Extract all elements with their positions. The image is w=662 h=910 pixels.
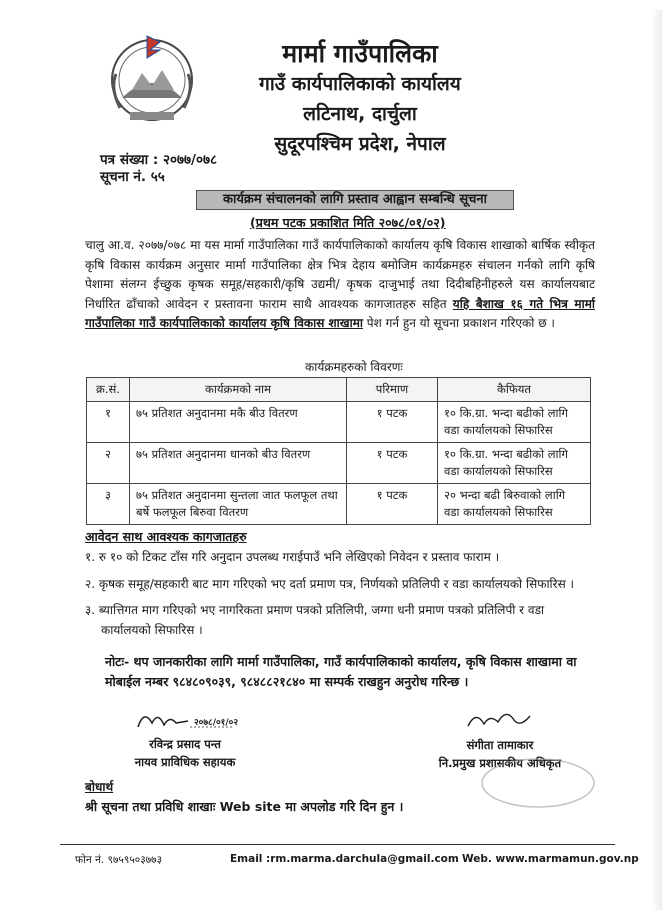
signatory-left-name: रविन्द्र प्रसाद पन्त: [149, 737, 221, 751]
cell-quantity: १ पटक: [347, 484, 438, 525]
cell-sn: १: [87, 402, 130, 443]
documents-heading: आवेदन साथ आवश्यक कागजातहरु: [85, 529, 247, 544]
col-header-quantity: परिमाण: [347, 378, 438, 402]
cell-program: ७५ प्रतिशत अनुदानमा सुन्तला जात फलफूल तथा बर्षे फलफूल बिरुवा वितरण: [130, 484, 347, 525]
footer-divider: [60, 844, 615, 845]
cell-program: ७५ प्रतिशत अनुदानमा धानको बीउ वितरण: [130, 443, 347, 484]
signature-right-icon: [450, 702, 550, 736]
table-row: [87, 484, 591, 525]
notice-body: [85, 236, 595, 334]
notice-body-deadline: यहि बैशाख १६ गते भित्र मार्मा गाउँपालिका गाउँ कार्यपालिकाको कार्यालय कृषि विकास शाखामा: [85, 296, 595, 330]
signatory-right-name: संगीता तामाकार: [466, 738, 534, 752]
province-country: सुदूरपश्चिम प्रदेश, नेपाल: [274, 133, 446, 155]
cell-remarks: १० कि.ग्रा. भन्दा बढीको लागि वडा कार्यालयको सिफारिस: [438, 443, 591, 484]
signatory-left-title: नायव प्राविधिक सहायक: [134, 755, 236, 769]
signature-left-icon: [130, 705, 240, 735]
notice-body-end: पेश गर्न हुन यो सूचना प्रकाशन गरिएको छ ।: [362, 316, 555, 330]
scan-edge: [651, 10, 662, 910]
cell-sn: ३: [87, 484, 130, 525]
signatory-left: [115, 705, 255, 771]
cc-line: श्री सूचना तथा प्रविधि शाखाः Web site मा अपलोड गरि दिन हुन ।: [85, 799, 404, 814]
footer-website[interactable]: Web. www.marmamun.gov.np: [462, 853, 639, 865]
table-row: [87, 443, 591, 484]
footer-phone: फोन नं. ९७५९५०३७७३: [75, 854, 163, 866]
nepal-emblem-icon: [102, 28, 202, 128]
signatory-right-title: नि.प्रमुख प्रशासकीय अधिकृत: [438, 756, 562, 770]
municipality-name: मार्मा गाउँपालिका: [282, 39, 438, 68]
table-caption: कार्यक्रमहरुको विवरणः: [305, 360, 403, 374]
list-item: २. कृषक समूह/सहकारी बाट माग गरिएको भए दर्ता प्रमाण पत्र, निर्णयको प्रतिलिपी र वडा कार्यालयको सिफारिस ।: [85, 576, 575, 591]
cell-quantity: १ पटक: [347, 443, 438, 484]
official-stamp-icon: [478, 756, 598, 810]
letter-number: पत्र संख्या : २०७७/०७८: [100, 152, 218, 168]
footer-email[interactable]: Email :rm.marma.darchula@gmail.com: [230, 853, 459, 865]
office-location: लटिनाथ, दार्चुला: [303, 103, 417, 125]
program-table: [86, 377, 591, 525]
list-item: ३. ब्यात्तिगत माग गरिएको भए नागरिकता प्रमाण पत्रको प्रतिलिपी, जग्गा धनी प्रमाण पत्रको प्रतिलिपी र वडा कार्यालयको सिफारिस ।: [85, 603, 545, 637]
publish-date: (प्रथम पटक प्रकाशित मिति २०७८/०१/०२): [250, 215, 446, 230]
office-name: गाउँ कार्यपालिकाको कार्यालय: [259, 73, 461, 95]
notice-number: सूचना नं. ५५: [100, 169, 165, 185]
cell-quantity: १ पटक: [347, 402, 438, 443]
signature-date: २०७८/०१/०२: [194, 718, 239, 728]
col-header-sn: क्र.सं.: [87, 378, 130, 402]
notice-body-start: चालु आ.व. २०७७/०७८ मा यस मार्मा गाउँपालिका गाउँ कार्यपालिकाको कार्यालय कृषि विकास शाखाको बार्षिक स्वीकृत कृषि विकास कार्यक्रम अनुसार मार्मा गाउँपालिका क्षेत्र भित्र देहाय बमोजिम कार्यक्रमहरु संचालन गर्नको लागि कृषि पेशामा संलग्न ईच्छुक कृषक समूह/सहकारी/कृषि उद्यमी/ कृषक दाजुभाई तथा दिदीबहिनीहरुले यस कार्यालयबाट निर्धारित ढाँचाको आवेदन र प्रस्तावना फाराम साथै आवश्यक कागजातहरु सहित: [85, 238, 595, 311]
cell-remarks: १० कि.ग्रा. भन्दा बढीको लागि वडा कार्यालयको सिफारिस: [438, 402, 591, 443]
col-header-remarks: कैफियत: [438, 378, 591, 402]
documents-list: [85, 548, 590, 647]
col-header-program: कार्यक्रमको नाम: [130, 378, 347, 402]
cc-label: बोधार्थ: [85, 780, 114, 794]
table-row: [87, 402, 591, 443]
cell-sn: २: [87, 443, 130, 484]
notice-title: कार्यक्रम संचालनको लागि प्रस्ताव आह्वान सम्बन्धि सूचना: [196, 190, 514, 210]
cell-program: ७५ प्रतिशत अनुदानमा मकै बीउ वितरण: [130, 402, 347, 443]
list-item: १. रु १० को टिकट टाँस गरि अनुदान उपलब्ध गराईपाउँ भनि लेखिएको निवेदन र प्रस्ताव फाराम ।: [85, 550, 500, 564]
cell-remarks: २० भन्दा बढी बिरुवाको लागि वडा कार्यालयको सिफारिस: [438, 484, 591, 525]
contact-note: नोटः- थप जानकारीका लागि मार्मा गाउँपालिका, गाउँ कार्यपालिकाको कार्यालय, कृषि विकास शाखामा वा मोबाईल नम्बर ९८४८०९०३९, ९८४८८२१८४० मा सम्पर्क राखहुन अनुरोध गरिन्छ ।: [105, 654, 577, 689]
table-header-row: [87, 378, 591, 402]
